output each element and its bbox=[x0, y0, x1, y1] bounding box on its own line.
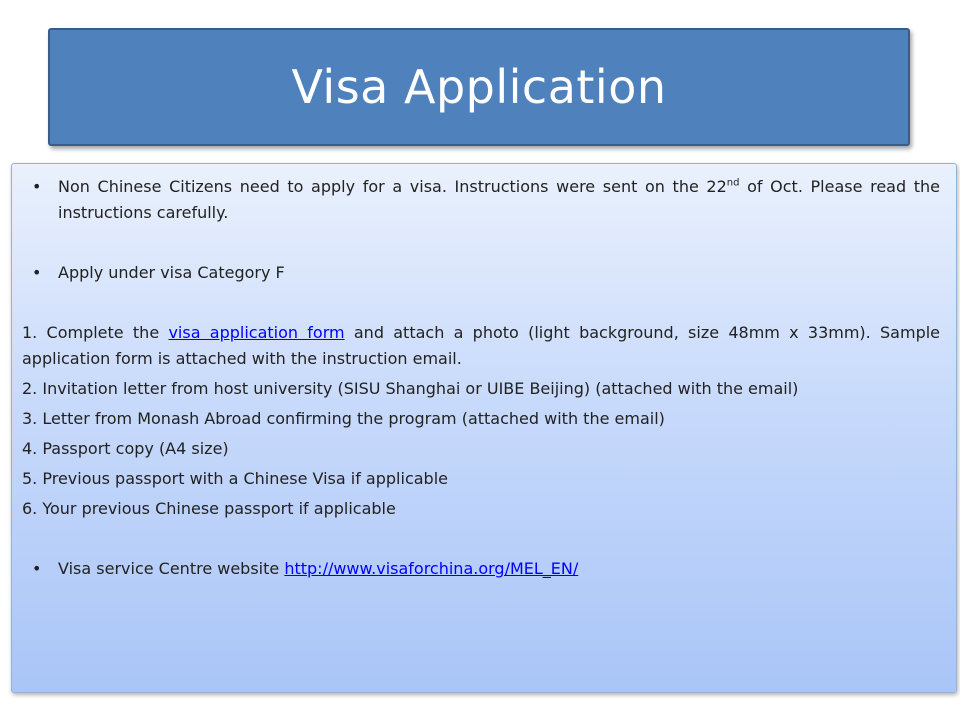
bullet-dot: • bbox=[32, 263, 42, 282]
step-1 bbox=[22, 320, 940, 372]
content-panel bbox=[11, 163, 957, 693]
visa-centre-website-link[interactable]: http://www.visaforchina.org/MEL_EN/ bbox=[284, 559, 579, 578]
intro-text: Non Chinese Citizens need to apply for a visa. Instructions were sent on the 22 bbox=[58, 177, 727, 196]
spacer bbox=[22, 526, 940, 556]
title-banner bbox=[48, 28, 910, 146]
visa-application-form-link[interactable]: visa application form bbox=[168, 323, 345, 342]
step-1-prefix: 1. Complete the bbox=[22, 323, 169, 342]
step-6: 6. Your previous Chinese passport if applicable bbox=[22, 499, 396, 518]
website-label: Visa service Centre website bbox=[58, 559, 285, 578]
step-3: 3. Letter from Monash Abroad confirming the program (attached with the email) bbox=[22, 409, 665, 428]
intro-text-end: of Oct. Please read the instructions carefully. bbox=[58, 177, 941, 222]
bullet-website bbox=[22, 556, 940, 582]
bullet-dot: • bbox=[32, 177, 42, 196]
page-title: Visa Application bbox=[291, 60, 667, 114]
spacer bbox=[22, 226, 940, 260]
step-1-suffix: and attach a photo (light background, size 48mm x 33mm). Sample application form is attached with the instruction email. bbox=[22, 323, 941, 368]
category-text: Apply under visa Category F bbox=[58, 263, 285, 282]
date-superscript: nd bbox=[726, 177, 740, 189]
bullet-category bbox=[22, 260, 940, 286]
bullet-intro bbox=[22, 174, 940, 226]
spacer bbox=[22, 286, 940, 320]
step-5: 5. Previous passport with a Chinese Visa if applicable bbox=[22, 469, 448, 488]
step-2: 2. Invitation letter from host university (SISU Shanghai or UIBE Beijing) (attached with the email) bbox=[22, 379, 799, 398]
step-4: 4. Passport copy (A4 size) bbox=[22, 439, 229, 458]
bullet-dot: • bbox=[32, 559, 42, 578]
